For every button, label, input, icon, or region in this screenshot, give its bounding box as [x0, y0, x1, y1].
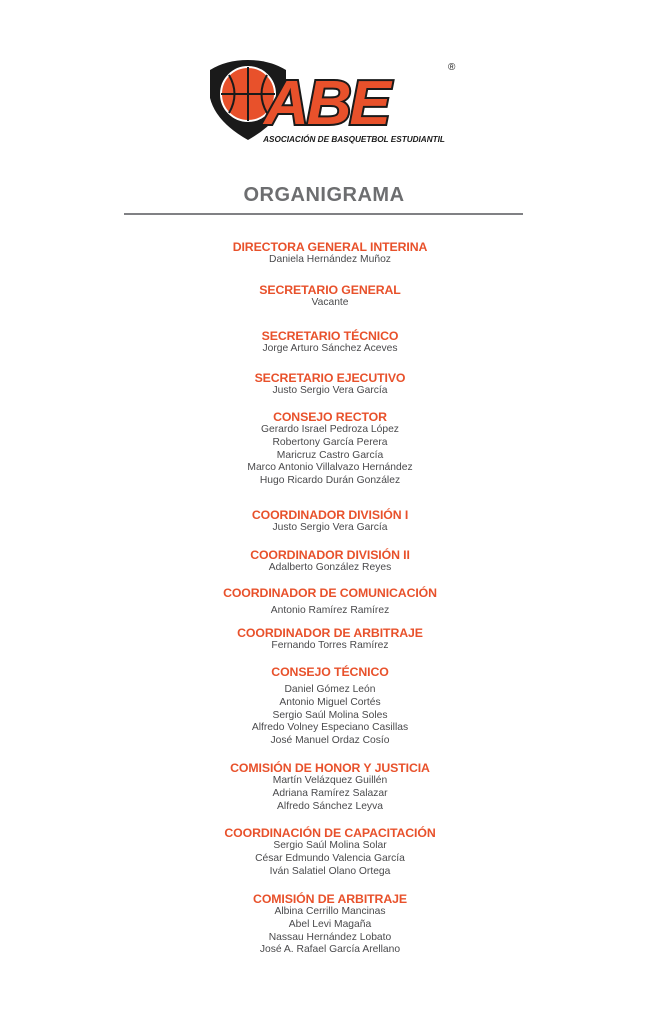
section-title: COMISIÓN DE ARBITRAJE — [253, 892, 407, 906]
title-divider — [124, 213, 523, 215]
section-title: COORDINACIÓN DE CAPACITACIÓN — [224, 826, 436, 840]
section-secretario-tecnico — [130, 329, 530, 356]
section-title: COORDINADOR DE ARBITRAJE — [237, 626, 423, 640]
section-title: COMISIÓN DE HONOR Y JUSTICIA — [230, 761, 430, 775]
member-name: Nassau Hernández Lobato — [268, 931, 392, 943]
member-name: Alfredo Volney Especiano Casillas — [251, 722, 409, 734]
section-directora-general — [130, 240, 530, 267]
member-name: Antonio Ramírez Ramírez — [270, 605, 390, 616]
section-title: SECRETARIO GENERAL — [259, 283, 401, 297]
section-title: COORDINADOR DIVISIÓN II — [250, 548, 410, 562]
page-title: ORGANIGRAMA — [243, 184, 405, 206]
section-title: SECRETARIO EJECUTIVO — [254, 371, 406, 385]
section-coordinador-division-2 — [130, 548, 530, 575]
member-name: Adalberto González Reyes — [268, 562, 392, 573]
section-title: CONSEJO RECTOR — [273, 410, 387, 424]
member-name: Iván Salatiel Olano Ortega — [269, 865, 391, 877]
member-name: Hugo Ricardo Durán González — [259, 475, 401, 487]
section-secretario-general — [130, 283, 530, 310]
section-comision-honor-justicia — [130, 761, 530, 813]
member-name: César Edmundo Valencia García — [255, 852, 405, 864]
section-comision-arbitraje — [130, 892, 530, 957]
section-coordinador-division-1 — [130, 508, 530, 535]
member-name: Albina Cerrillo Mancinas — [274, 906, 386, 917]
section-secretario-ejecutivo — [130, 371, 530, 398]
section-consejo-tecnico — [130, 665, 530, 748]
section-coordinador-arbitraje — [130, 626, 530, 653]
section-title: SECRETARIO TÉCNICO — [261, 329, 399, 343]
member-name: Antonio Miguel Cortés — [279, 696, 381, 708]
member-name: Justo Sergio Vera García — [272, 385, 388, 396]
section-title: CONSEJO TÉCNICO — [271, 665, 389, 679]
member-name: Martín Velázquez Guillén — [272, 775, 388, 786]
section-title: DIRECTORA GENERAL INTERINA — [232, 240, 428, 254]
member-name: Daniela Hernández Muñoz — [269, 254, 391, 265]
member-name: Fernando Torres Ramírez — [271, 640, 389, 651]
section-consejo-rector — [130, 410, 530, 488]
registered-mark: ® — [448, 62, 456, 73]
member-name: Gerardo Israel Pedroza López — [261, 424, 399, 435]
member-name: Vacante — [311, 297, 349, 308]
member-name: Sergio Saúl Molina Soles — [272, 709, 388, 721]
member-name: Alfredo Sánchez Leyva — [277, 800, 383, 812]
section-coordinador-comunicacion — [130, 586, 530, 618]
member-name: Abel Levi Magaña — [288, 918, 372, 930]
member-name: Adriana Ramírez Salazar — [272, 787, 388, 799]
abe-logo — [204, 58, 460, 146]
section-title: COORDINADOR DIVISIÓN I — [251, 508, 409, 522]
member-name: Marco Antonio Villalvazo Hernández — [247, 462, 413, 474]
member-name: Sergio Saúl Molina Solar — [273, 840, 387, 851]
member-name: Justo Sergio Vera García — [272, 522, 388, 533]
section-coordinacion-capacitacion — [130, 826, 530, 878]
member-name: Jorge Arturo Sánchez Aceves — [262, 343, 398, 354]
member-name: Maricruz Castro García — [276, 449, 384, 461]
member-name: Daniel Gómez León — [284, 684, 376, 695]
section-title: COORDINADOR DE COMUNICACIÓN — [223, 586, 437, 600]
member-name: José A. Rafael García Arellano — [259, 944, 401, 956]
member-name: Robertony García Perera — [272, 436, 388, 448]
member-name: José Manuel Ordaz Cosío — [270, 735, 390, 747]
logo-wordmark: ABE — [264, 69, 389, 138]
logo-subtitle: ASOCIACIÓN DE BASQUETBOL ESTUDIANTIL — [263, 135, 445, 144]
